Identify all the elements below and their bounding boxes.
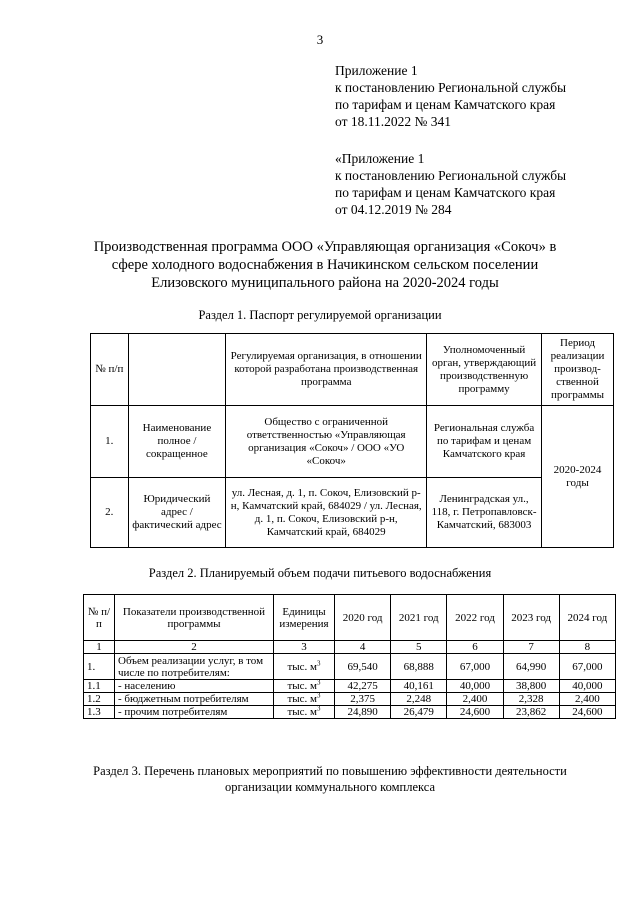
passport-row	[91, 406, 614, 478]
col-number: 7	[503, 641, 559, 654]
row-value: 69,540	[335, 654, 391, 680]
row-name: - бюджетным потребителям	[115, 693, 274, 706]
row-value: 24,890	[335, 706, 391, 719]
table-row	[84, 654, 616, 680]
header-authority: Уполномоченный орган, утверждающий производственную программу	[427, 334, 542, 406]
header-indicator: Показатели производственной программы	[115, 595, 274, 641]
row-value: 38,800	[503, 680, 559, 693]
volume-table	[83, 594, 616, 719]
col-number: 4	[335, 641, 391, 654]
row-value: 64,990	[503, 654, 559, 680]
row-name: Объем реализации услуг, в том числе по потребителям:	[115, 654, 274, 680]
column-number-row	[84, 641, 616, 654]
row-num: 1.1	[84, 680, 115, 693]
appendix-current-header: Приложение 1 к постановлению Региональной службы по тарифам и ценам Камчатского края от 18.11.2022 № 341	[335, 63, 567, 129]
table-row	[84, 706, 616, 719]
row-org: Общество с ограниченной ответственностью «Управляющая организация «Сокоч» / ООО «УО «Сокоч»	[226, 406, 427, 478]
col-number: 3	[274, 641, 335, 654]
section3-heading: Раздел 3. Перечень плановых мероприятий по повышению эффективности деятельности организации коммунального комплекса	[93, 764, 567, 794]
col-number: 5	[391, 641, 447, 654]
section1-heading: Раздел 1. Паспорт регулируемой организации	[198, 308, 442, 322]
section2-heading: Раздел 2. Планируемый объем подачи питьевого водоснабжения	[148, 566, 492, 580]
row-num: 1.	[84, 654, 115, 680]
col-number: 2	[115, 641, 274, 654]
row-value: 40,000	[447, 680, 503, 693]
volume-header-row	[84, 595, 616, 641]
header-blank	[128, 334, 226, 406]
header-unit: Единицы измерения	[274, 595, 335, 641]
table-row	[84, 693, 616, 706]
row-value: 2,328	[503, 693, 559, 706]
passport-table	[90, 333, 614, 548]
row-num: 1.3	[84, 706, 115, 719]
row-value: 2,400	[447, 693, 503, 706]
header-year: 2021 год	[391, 595, 447, 641]
row-label: Наименование полное / сокращенное	[128, 406, 226, 478]
table-row	[84, 680, 616, 693]
row-value: 24,600	[447, 706, 503, 719]
row-num: 2.	[91, 478, 129, 548]
row-authority: Региональная служба по тарифам и ценам Камчатского края	[427, 406, 542, 478]
col-number: 8	[559, 641, 615, 654]
row-value: 24,600	[559, 706, 615, 719]
row-name: - прочим потребителям	[115, 706, 274, 719]
row-value: 68,888	[391, 654, 447, 680]
row-num: 1.2	[84, 693, 115, 706]
row-value: 67,000	[447, 654, 503, 680]
col-number: 6	[447, 641, 503, 654]
header-year: 2024 год	[559, 595, 615, 641]
header-year: 2023 год	[503, 595, 559, 641]
row-unit: тыс. $м^3$	[274, 654, 335, 680]
col-number: 1	[84, 641, 115, 654]
document-title: Производственная программа ООО «Управляющая организация «Сокоч» в сфере холодного водоснабжения в Начикинском сельском поселении Елизовского муниципального района на 2020-2024 годы	[93, 239, 557, 291]
row-unit: тыс. $м^3$	[274, 693, 335, 706]
page-number: 3	[316, 32, 324, 47]
passport-header-row	[91, 334, 614, 406]
header-period: Период реализации производ-ственной программы	[542, 334, 614, 406]
row-unit: тыс. $м^3$	[274, 680, 335, 693]
row-org: ул. Лесная, д. 1, п. Сокоч, Елизовский р-н, Камчатский край, 684029 / ул. Лесная, д. 1, п. Сокоч, Елизовский р-н, Камчатский край, 684029	[226, 478, 427, 548]
row-value: 40,161	[391, 680, 447, 693]
header-year: 2020 год	[335, 595, 391, 641]
row-num: 1.	[91, 406, 129, 478]
row-name: - населению	[115, 680, 274, 693]
row-label: Юридический адрес / фактический адрес	[128, 478, 226, 548]
row-value: 2,248	[391, 693, 447, 706]
row-value: 40,000	[559, 680, 615, 693]
row-value: 67,000	[559, 654, 615, 680]
row-value: 2,375	[335, 693, 391, 706]
header-year: 2022 год	[447, 595, 503, 641]
row-value: 42,275	[335, 680, 391, 693]
header-org: Регулируемая организация, в отношении которой разработана производственная программа	[226, 334, 427, 406]
appendix-previous-header: «Приложение 1 к постановлению Региональной службы по тарифам и ценам Камчатского края от 04.12.2019 № 284	[335, 151, 567, 217]
row-value: 2,400	[559, 693, 615, 706]
row-value: 26,479	[391, 706, 447, 719]
row-value: 23,862	[503, 706, 559, 719]
row-unit: тыс. $м^3$	[274, 706, 335, 719]
period-value: 2020-2024 годы	[542, 406, 614, 548]
header-num: № п/п	[84, 595, 115, 641]
row-authority: Ленинградская ул., 118, г. Петропавловск-Камчатский, 683003	[427, 478, 542, 548]
header-num: № п/п	[91, 334, 129, 406]
passport-row	[91, 478, 614, 548]
